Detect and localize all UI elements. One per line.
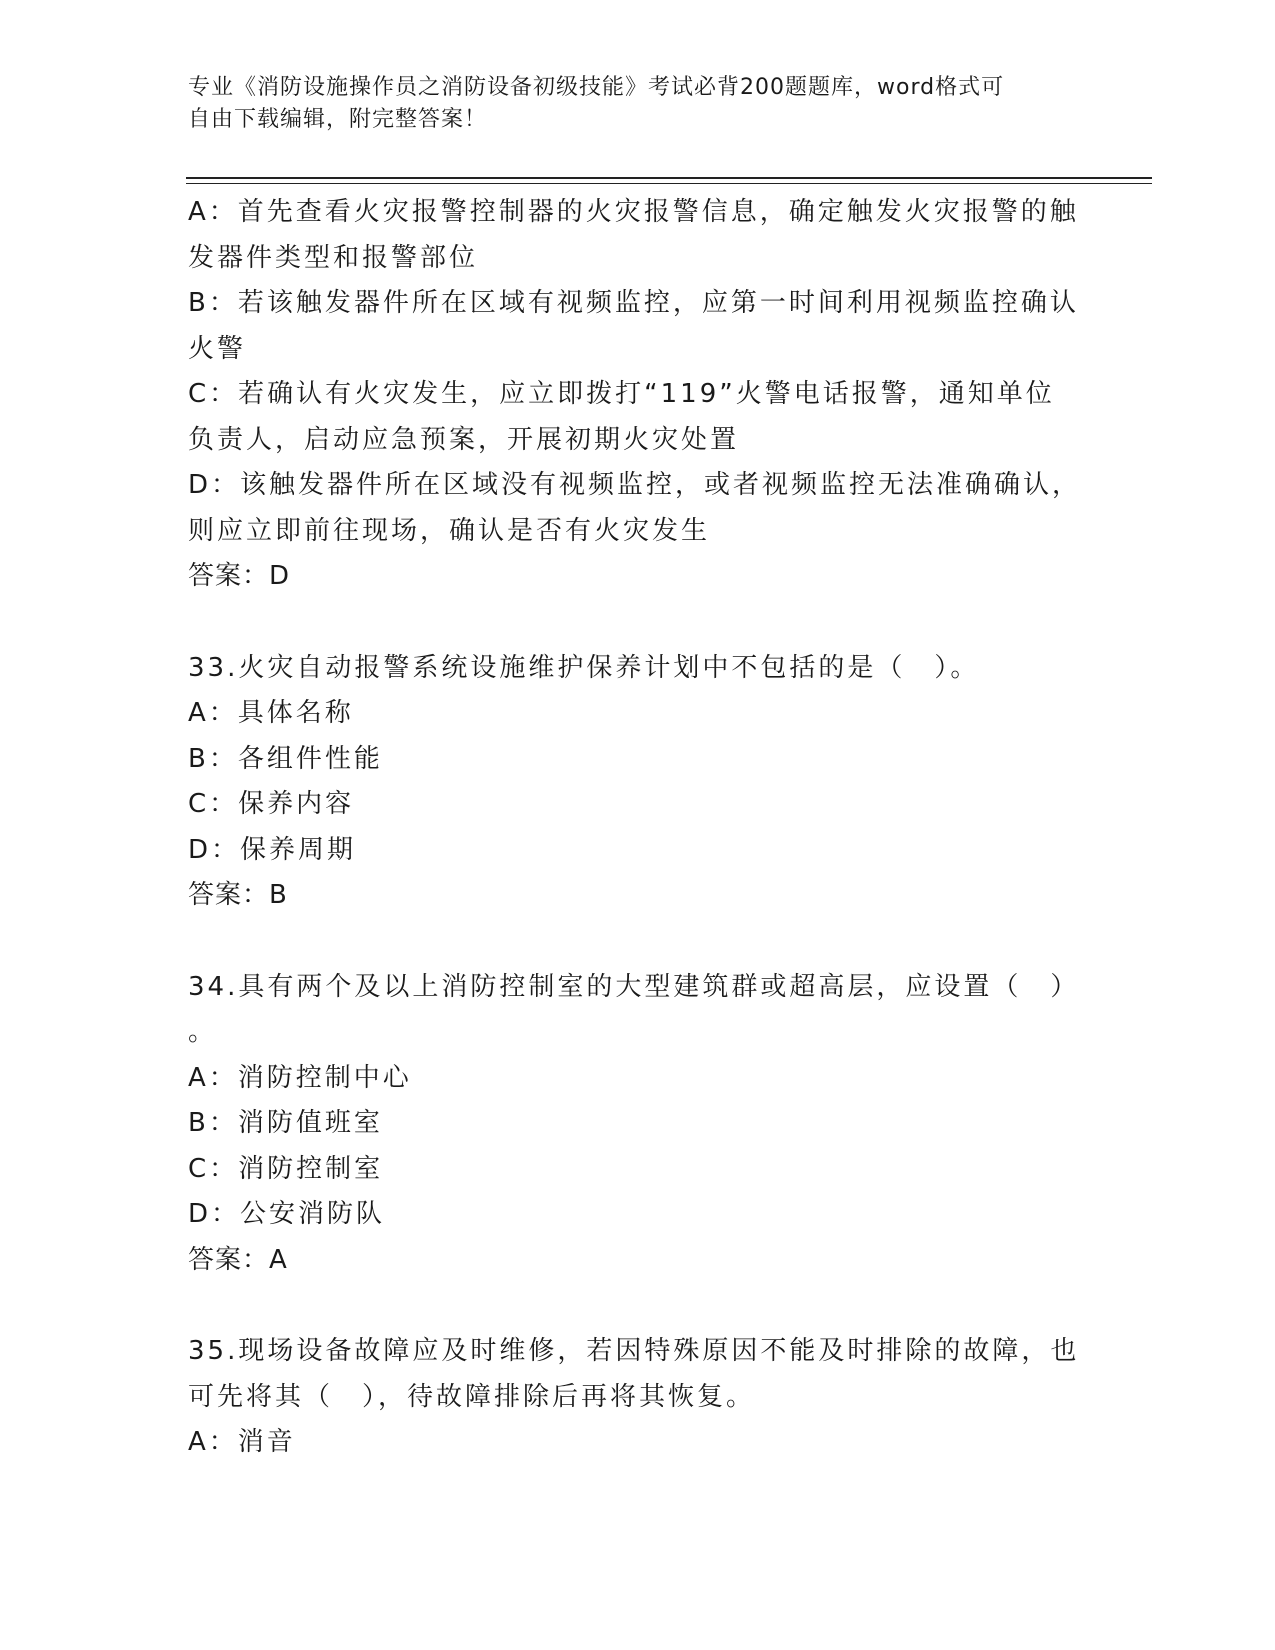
question-34-block — [188, 965, 1088, 1284]
question-33-block — [188, 646, 1088, 919]
answer-label: 答案：A — [188, 1244, 288, 1275]
option-a-line-2: 发器件类型和报警部位 — [188, 242, 479, 273]
option-d-line-2: 则应立即前往现场，确认是否有火灾发生 — [188, 515, 711, 546]
spacer — [188, 600, 1088, 646]
question-35-text-line-2: 可先将其（ ），待故障排除后再将其恢复。 — [188, 1381, 756, 1412]
question-34-text-line-1: 34.具有两个及以上消防控制室的大型建筑群或超高层，应设置（ ） — [188, 971, 1080, 1002]
header-line-1: 专业《消防设施操作员之消防设备初级技能》考试必背200题题库，word格式可 — [188, 75, 1005, 100]
header-line-2: 自由下载编辑，附完整答案！ — [188, 107, 488, 132]
answer-label: 答案：B — [188, 880, 288, 910]
question-content — [188, 190, 1088, 1466]
option-d: D：保养周期 — [188, 834, 357, 865]
option-a: A：消防控制中心 — [188, 1062, 412, 1093]
option-b-line-1: B：若该触发器件所在区域有视频监控，应第一时间利用视频监控确认 — [188, 288, 1079, 318]
question-35-block — [188, 1329, 1088, 1466]
option-b: B：各组件性能 — [188, 743, 383, 774]
question-35-text-line-1: 35.现场设备故障应及时维修，若因特殊原因不能及时排除的故障，也 — [188, 1336, 1080, 1366]
option-b-line-2: 火警 — [188, 333, 247, 364]
option-d: D：公安消防队 — [188, 1199, 386, 1229]
option-c: C：消防控制室 — [188, 1153, 384, 1184]
header-rule-thin — [186, 183, 1152, 184]
option-d-line-1: D：该触发器件所在区域没有视频监控，或者视频监控无法准确确认， — [188, 470, 1082, 500]
option-a-line-1: A：首先查看火灾报警控制器的火灾报警信息，确定触发火灾报警的触 — [188, 197, 1079, 227]
question-34-text-line-2: 。 — [188, 1017, 218, 1047]
question-32-block — [188, 190, 1088, 600]
option-a: A：消音 — [188, 1427, 296, 1457]
question-33-text: 33.火灾自动报警系统设施维护保养计划中不包括的是（ ）。 — [188, 652, 980, 683]
answer-label: 答案：D — [188, 561, 291, 591]
option-a: A：具体名称 — [188, 698, 354, 728]
header-rule-thick — [186, 177, 1152, 179]
page-header — [188, 72, 1068, 136]
option-b: B：消防值班室 — [188, 1108, 383, 1138]
spacer — [188, 1283, 1088, 1329]
spacer — [188, 919, 1088, 965]
option-c-line-2: 负责人，启动应急预案，开展初期火灾处置 — [188, 424, 740, 455]
option-c: C：保养内容 — [188, 789, 355, 819]
option-c-line-1: C：若确认有火灾发生，应立即拨打“119”火警电话报警，通知单位 — [188, 379, 1055, 409]
